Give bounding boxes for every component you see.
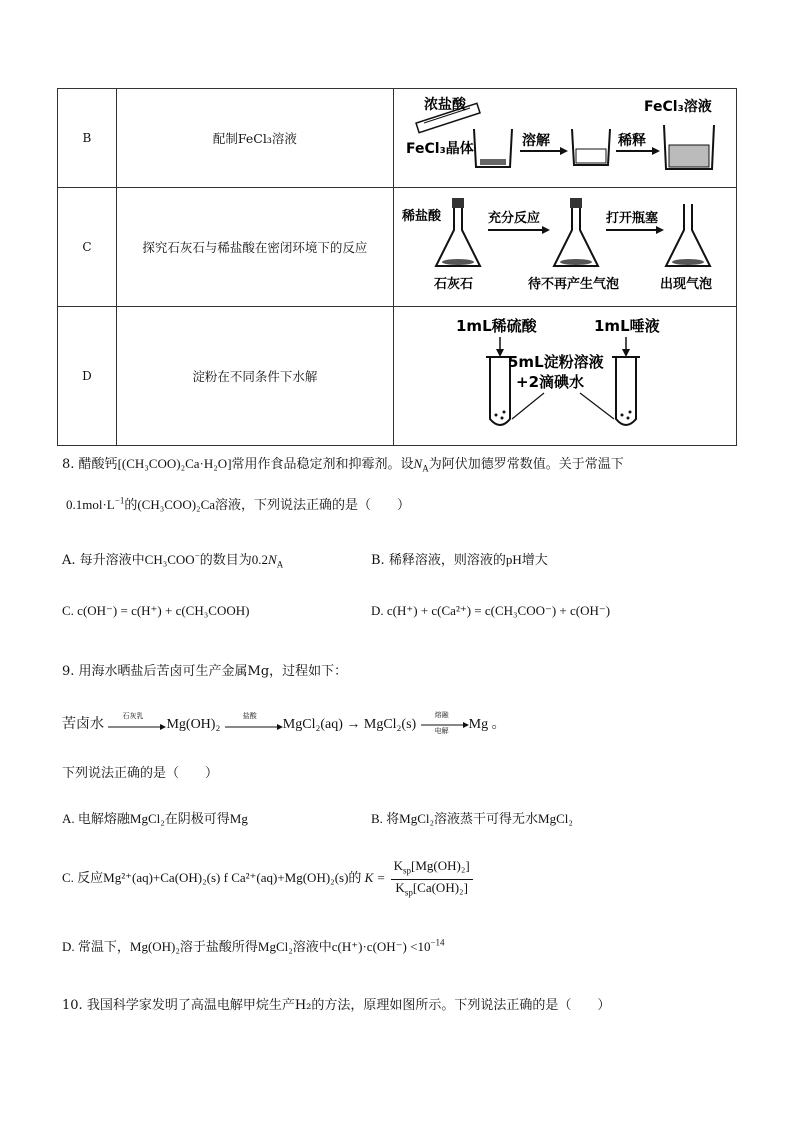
fraction-numerator	[391, 858, 473, 880]
flow-end: Mg 。	[468, 717, 506, 732]
stem-text: 的	[124, 498, 138, 513]
ksp-symbol: K	[393, 858, 404, 873]
option-d[interactable]: D. c(H⁺) + c(Ca²⁺) = c(CH₃COO⁻) + c(OH⁻)	[371, 603, 611, 618]
formula: CH₃COO	[144, 552, 195, 567]
step1-label: 充分反应	[487, 211, 540, 226]
figure-cell	[393, 307, 736, 446]
table-row	[58, 307, 737, 446]
option-text: A. 每升溶液中	[62, 553, 145, 568]
option-label: B	[58, 89, 117, 188]
question-8-stem	[62, 453, 624, 474]
k-fraction	[391, 858, 473, 900]
starch-hydrolysis-figure	[394, 307, 734, 441]
stem-text: 醋酸钙	[78, 457, 118, 472]
caption3-label: 出现气泡	[659, 277, 712, 292]
table-row	[58, 188, 737, 307]
option-text: D. 常温下，Mg(OH)₂溶于盐酸所得MgCl₂溶液中c(H⁺)·c(OH⁻) <10	[62, 939, 431, 954]
stem-text: 用海水晒盐后苦卤可生产金属Mg，过程如下：	[78, 664, 348, 679]
flow-arrow	[225, 712, 283, 731]
process-flow	[62, 713, 506, 733]
option-c[interactable]: C. c(OH⁻) = c(H⁺) + c(CH₃COOH)	[62, 603, 250, 618]
stem-text: 为阿伏加德罗常数值。关于常温下	[428, 457, 624, 472]
stone-label: 石灰石	[433, 277, 473, 292]
option-label: C	[58, 188, 117, 307]
fraction-denominator	[391, 880, 473, 901]
ksp-subscript: sp	[403, 865, 412, 876]
option-a[interactable]: A. 电解熔融MgCl₂在阴极可得Mg	[62, 811, 248, 826]
solution-label: FeCl₃溶液	[643, 99, 712, 115]
center-line2: +2滴碘水	[515, 373, 584, 391]
flow-start: 苦卤水	[62, 716, 104, 732]
experiment-description: 淀粉在不同条件下水解	[116, 307, 393, 446]
experiment-description: 探究石灰石与稀盐酸在密闭环境下的反应	[116, 188, 393, 307]
fecl3-dilution-figure	[394, 89, 734, 183]
superscript: −	[194, 550, 200, 561]
avogadro-symbol: N	[413, 456, 423, 471]
option-text: 增大	[521, 553, 548, 568]
question-number: 8.	[62, 457, 75, 472]
beaker-icon	[664, 125, 714, 169]
value: 0.2	[251, 552, 269, 567]
question-9-stem	[62, 660, 347, 679]
concentration: 0.1mol·L	[66, 497, 115, 512]
ksp-argument: [Ca(OH)₂]	[412, 879, 468, 895]
flask-icon	[554, 198, 598, 266]
avogadro-subscript: A	[276, 559, 284, 570]
experiment-description: 配制FeCl₃溶液	[116, 89, 393, 188]
flask-icon	[666, 204, 710, 266]
table-row	[58, 89, 737, 188]
experiment-table	[57, 88, 737, 446]
avogadro-subscript: A	[422, 463, 429, 474]
step2-label: 稀释	[617, 133, 646, 149]
figure-cell	[393, 89, 736, 188]
limestone-reaction-figure	[394, 188, 734, 302]
caption2-label: 待不再产生气泡	[527, 277, 619, 292]
test-tube-icon	[612, 357, 640, 425]
flow-product: Mg(OH)₂	[166, 717, 221, 732]
ph-symbol: pH	[505, 552, 522, 567]
option-text: 的数目为	[199, 553, 252, 568]
arrow-label: 石灰乳	[122, 712, 144, 720]
ksp-symbol: K	[395, 879, 405, 895]
option-text: B. 稀释溶液，则溶液的	[371, 553, 506, 568]
option-c[interactable]	[62, 858, 475, 900]
acid-label: 浓盐酸	[423, 97, 466, 113]
ksp-argument: [Mg(OH)₂]	[411, 858, 470, 873]
center-line1: 5mL淀粉溶液	[507, 353, 604, 371]
flow-arrow	[421, 711, 469, 735]
step1-label: 溶解	[521, 133, 550, 149]
option-a[interactable]	[62, 549, 283, 570]
beaker-icon	[572, 129, 610, 165]
arrow-label: 盐酸	[242, 712, 257, 720]
crystal-label: FeCl₃晶体	[405, 141, 474, 157]
question-number: 10.	[62, 998, 83, 1013]
option-label: D	[58, 307, 117, 446]
figure-cell	[393, 188, 736, 307]
stem-text: 溶液，下列说法正确的是（ ）	[215, 498, 411, 513]
question-number: 9.	[62, 664, 75, 679]
superscript: −14	[430, 937, 445, 948]
option-b[interactable]: B. 将MgCl₂溶液蒸干可得无水MgCl₂	[371, 811, 573, 826]
left-reagent-label: 1mL稀硫酸	[455, 317, 537, 335]
formula: [(CH₃COO)₂Ca·H₂O]	[117, 456, 232, 471]
stem-text: 常用作食品稳定剂和抑霉剂。设	[231, 457, 414, 472]
question-8-stem-line2	[66, 494, 410, 513]
arrow-label: 熔融	[434, 711, 449, 719]
arrow-label: 电解	[434, 727, 449, 735]
k-symbol: K =	[364, 870, 386, 886]
flow-arrow	[108, 712, 166, 731]
option-b[interactable]	[371, 549, 548, 568]
question-10-stem	[62, 994, 610, 1013]
avogadro-symbol: N	[268, 552, 277, 567]
superscript: −1	[114, 495, 125, 506]
flow-product: MgCl₂(aq) → MgCl₂(s)	[282, 717, 417, 732]
acid-label: 稀盐酸	[401, 209, 441, 224]
stem-text: 我国科学家发明了高温电解甲烷生产H₂的方法，原理如图所示。下列说法正确的是（ ）	[86, 998, 611, 1013]
flask-icon	[436, 198, 480, 266]
option-text: C. 反应Mg²⁺(aq)+Ca(OH)₂(s) f Ca²⁺(aq)+Mg(OH)₂(s)的	[62, 870, 362, 886]
step2-label: 打开瓶塞	[605, 211, 658, 226]
option-d[interactable]	[62, 936, 445, 955]
formula: (CH₃COO)₂Ca	[137, 497, 216, 512]
ksp-subscript: sp	[404, 887, 413, 898]
question-9-prompt: 下列说法正确的是（ ）	[62, 766, 219, 781]
beaker-icon	[474, 129, 512, 167]
right-reagent-label: 1mL唾液	[593, 317, 660, 335]
